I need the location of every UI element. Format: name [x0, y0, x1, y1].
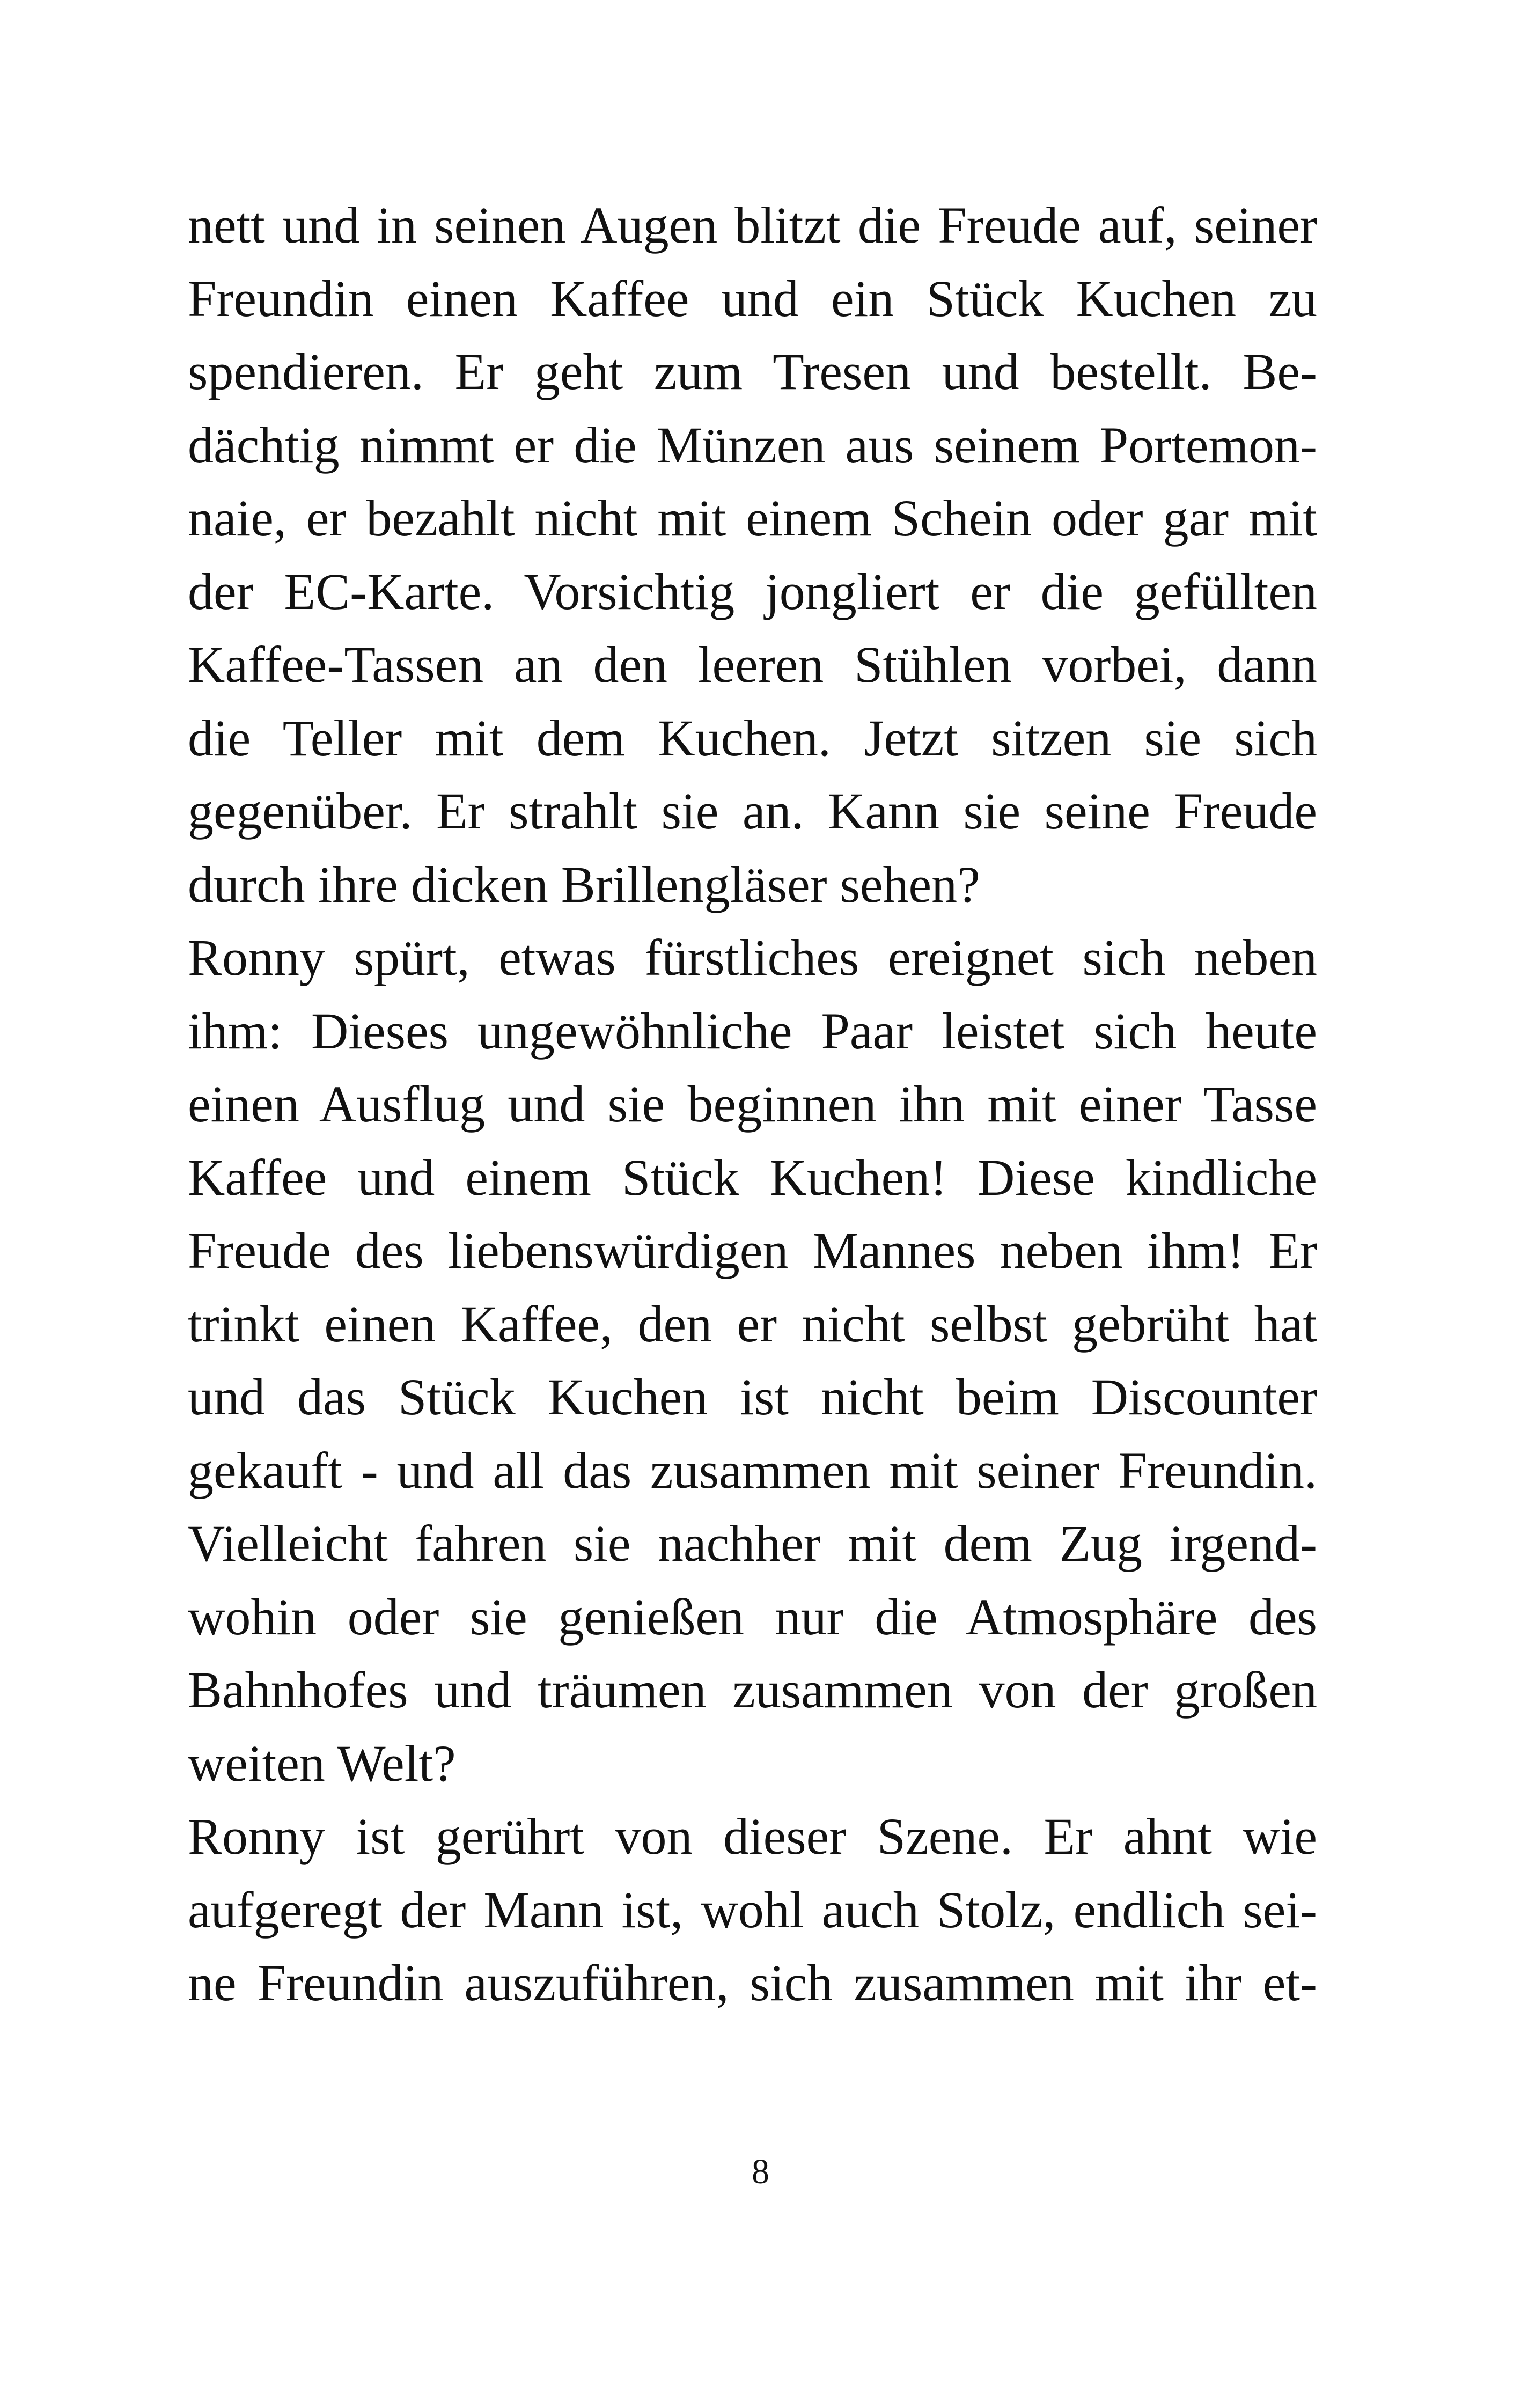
text-line: der EC-Karte. Vorsichtig jongliert er die gefüllten: [188, 562, 1317, 620]
text-line: ne Freundin auszuführen, sich zusammen mit ihr et-: [188, 1954, 1317, 2011]
text-line: weiten Welt?: [188, 1734, 456, 1792]
text-line: Freundin einen Kaffee und ein Stück Kuchen zu: [188, 269, 1317, 327]
text-line: wohin oder sie genießen nur die Atmosphäre des: [188, 1588, 1317, 1646]
text-line: gekauft - und all das zusammen mit seiner Freundin.: [188, 1441, 1317, 1499]
text-line: Kaffee-Tassen an den leeren Stühlen vorbei, dann: [188, 636, 1317, 693]
text-line: aufgeregt der Mann ist, wohl auch Stolz, endlich sei-: [188, 1881, 1317, 1939]
text-line: durch ihre dicken Brillengläser sehen?: [188, 855, 980, 913]
text-line: einen Ausflug und sie beginnen ihn mit einer Tasse: [188, 1075, 1317, 1133]
text-line: gegenüber. Er strahlt sie an. Kann sie seine Freude: [188, 782, 1317, 840]
text-line: spendieren. Er geht zum Tresen und bestellt. Be-: [188, 343, 1317, 400]
text-line: nett und in seinen Augen blitzt die Freude auf, seiner: [188, 196, 1317, 254]
text-line: trinkt einen Kaffee, den er nicht selbst gebrüht hat: [188, 1295, 1317, 1353]
text-line: Ronny ist gerührt von dieser Szene. Er ahnt wie: [188, 1808, 1317, 1865]
text-line: ihm: Dieses ungewöhnliche Paar leistet sich heute: [188, 1002, 1317, 1060]
text-line: die Teller mit dem Kuchen. Jetzt sitzen sie sich: [188, 709, 1317, 767]
text-line: naie, er bezahlt nicht mit einem Schein oder gar mit: [188, 489, 1317, 547]
text-line: Freude des liebenswürdigen Mannes neben ihm! Er: [188, 1222, 1317, 1279]
text-line: dächtig nimmt er die Münzen aus seinem Portemon-: [188, 416, 1317, 474]
text-line: Kaffee und einem Stück Kuchen! Diese kindliche: [188, 1148, 1317, 1206]
text-line: und das Stück Kuchen ist nicht beim Discounter: [188, 1368, 1317, 1426]
text-line: Ronny spürt, etwas fürstliches ereignet sich neben: [188, 929, 1317, 986]
body-text: [188, 189, 1317, 2020]
text-line: Bahnhofes und träumen zusammen von der großen: [188, 1661, 1317, 1719]
page-number: 8: [752, 2152, 769, 2191]
text-line: Vielleicht fahren sie nachher mit dem Zug irgend-: [188, 1515, 1317, 1572]
